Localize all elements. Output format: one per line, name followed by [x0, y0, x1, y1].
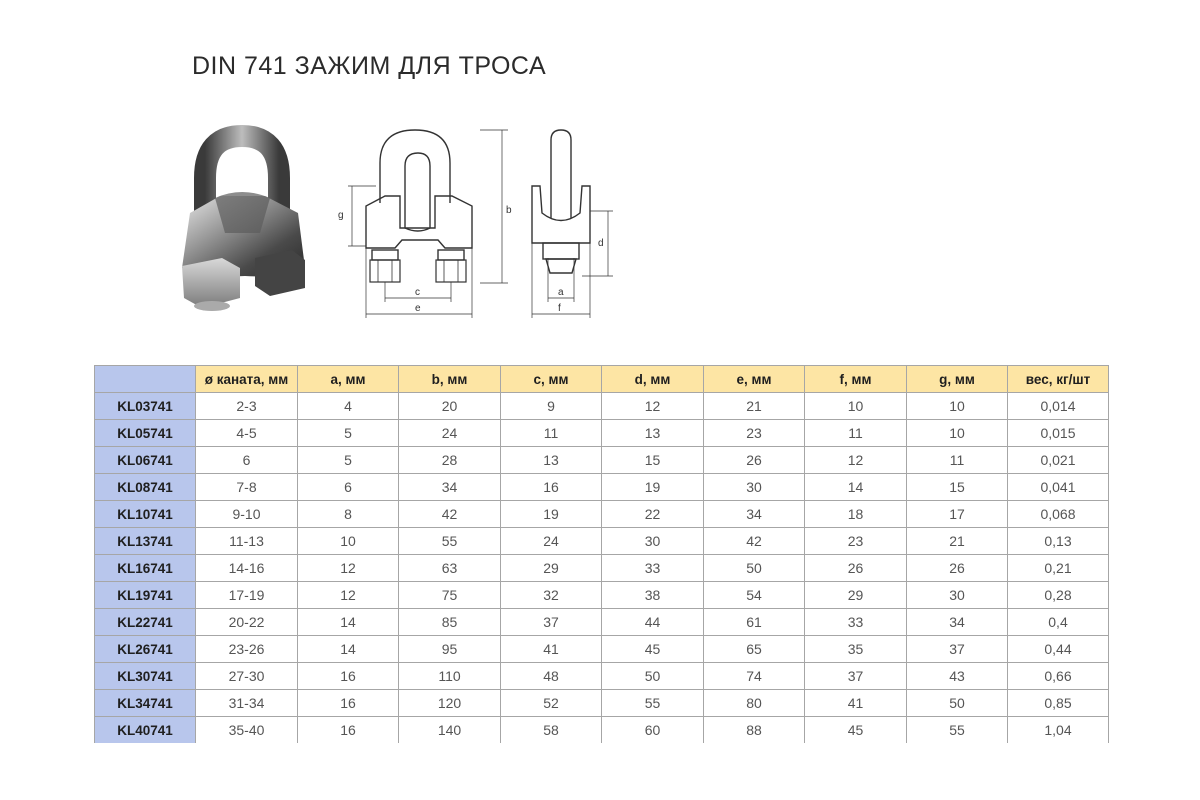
column-header: g, мм: [907, 366, 1008, 393]
table-cell: 140: [399, 717, 501, 744]
table-cell: 23-26: [196, 636, 298, 663]
table-cell: 0,4: [1008, 609, 1109, 636]
side-view-drawing: [518, 118, 618, 323]
table-cell: 58: [501, 717, 602, 744]
table-cell: 1,04: [1008, 717, 1109, 744]
table-cell: 2-3: [196, 393, 298, 420]
table-row: [95, 447, 1109, 474]
table-cell: 0,44: [1008, 636, 1109, 663]
table-cell: 34: [399, 474, 501, 501]
table-cell: 9: [501, 393, 602, 420]
table-cell: 24: [399, 420, 501, 447]
table-cell: 10: [805, 393, 907, 420]
table-cell: 10: [907, 420, 1008, 447]
table-cell: 14-16: [196, 555, 298, 582]
table-cell: 12: [805, 447, 907, 474]
table-cell: 13: [602, 420, 704, 447]
table-cell: 74: [704, 663, 805, 690]
table-cell: 29: [805, 582, 907, 609]
table-row: [95, 663, 1109, 690]
table-cell: 14: [298, 609, 399, 636]
table-cell: 16: [298, 663, 399, 690]
table-cell: 21: [704, 393, 805, 420]
table-cell: 27-30: [196, 663, 298, 690]
column-header: b, мм: [399, 366, 501, 393]
table-cell: 22: [602, 501, 704, 528]
article-code: KL05741: [95, 420, 196, 447]
table-cell: 42: [399, 501, 501, 528]
table-cell: 9-10: [196, 501, 298, 528]
table-cell: 110: [399, 663, 501, 690]
table-cell: 55: [907, 717, 1008, 744]
dim-label-f: f: [558, 303, 561, 314]
article-code: KL06741: [95, 447, 196, 474]
table-row: [95, 420, 1109, 447]
article-code: KL19741: [95, 582, 196, 609]
article-code: KL08741: [95, 474, 196, 501]
table-cell: 20: [399, 393, 501, 420]
table-cell: 13: [501, 447, 602, 474]
table-cell: 6: [196, 447, 298, 474]
page-title: DIN 741 ЗАЖИМ ДЛЯ ТРОСА: [192, 52, 547, 80]
article-code: KL13741: [95, 528, 196, 555]
table-cell: 18: [805, 501, 907, 528]
table-cell: 41: [501, 636, 602, 663]
column-header: a, мм: [298, 366, 399, 393]
table-cell: 63: [399, 555, 501, 582]
column-header: c, мм: [501, 366, 602, 393]
table-cell: 0,068: [1008, 501, 1109, 528]
table-cell: 34: [704, 501, 805, 528]
dim-label-d: d: [598, 238, 604, 249]
table-row: [95, 528, 1109, 555]
table-cell: 50: [602, 663, 704, 690]
table-cell: 30: [704, 474, 805, 501]
column-header: f, мм: [805, 366, 907, 393]
front-view-drawing: [330, 118, 515, 323]
table-cell: 48: [501, 663, 602, 690]
table-cell: 8: [298, 501, 399, 528]
table-cell: 12: [298, 582, 399, 609]
article-code: KL16741: [95, 555, 196, 582]
table-cell: 32: [501, 582, 602, 609]
table-cell: 11: [907, 447, 1008, 474]
table-cell: 10: [298, 528, 399, 555]
column-header: d, мм: [602, 366, 704, 393]
table-cell: 34: [907, 609, 1008, 636]
table-cell: 55: [399, 528, 501, 555]
table-cell: 37: [907, 636, 1008, 663]
table-row: [95, 636, 1109, 663]
table-row: [95, 609, 1109, 636]
dim-label-a: a: [558, 287, 564, 298]
table-cell: 43: [907, 663, 1008, 690]
column-header: вес, кг/шт: [1008, 366, 1109, 393]
table-cell: 28: [399, 447, 501, 474]
table-cell: 35: [805, 636, 907, 663]
table-row: [95, 555, 1109, 582]
table-cell: 50: [704, 555, 805, 582]
table-cell: 42: [704, 528, 805, 555]
table-cell: 10: [907, 393, 1008, 420]
table-cell: 7-8: [196, 474, 298, 501]
table-row: [95, 501, 1109, 528]
table-cell: 16: [501, 474, 602, 501]
table-cell: 4: [298, 393, 399, 420]
article-code: KL30741: [95, 663, 196, 690]
table-cell: 37: [501, 609, 602, 636]
table-cell: 5: [298, 447, 399, 474]
dim-label-c: c: [415, 287, 420, 298]
table-cell: 120: [399, 690, 501, 717]
table-row: [95, 582, 1109, 609]
table-cell: 19: [501, 501, 602, 528]
table-cell: 15: [602, 447, 704, 474]
table-cell: 38: [602, 582, 704, 609]
table-cell: 52: [501, 690, 602, 717]
table-cell: 11: [501, 420, 602, 447]
table-cell: 23: [704, 420, 805, 447]
table-cell: 14: [805, 474, 907, 501]
table-cell: 12: [602, 393, 704, 420]
table-cell: 55: [602, 690, 704, 717]
table-cell: 6: [298, 474, 399, 501]
table-cell: 17-19: [196, 582, 298, 609]
table-cell: 45: [602, 636, 704, 663]
table-cell: 17: [907, 501, 1008, 528]
table-cell: 95: [399, 636, 501, 663]
table-cell: 23: [805, 528, 907, 555]
table-cell: 0,66: [1008, 663, 1109, 690]
table-cell: 31-34: [196, 690, 298, 717]
table-cell: 12: [298, 555, 399, 582]
table-cell: 61: [704, 609, 805, 636]
column-header: ø каната, мм: [196, 366, 298, 393]
table-cell: 16: [298, 717, 399, 744]
table-cell: 26: [805, 555, 907, 582]
table-cell: 21: [907, 528, 1008, 555]
dim-label-e: e: [415, 303, 421, 314]
table-header-row: [95, 366, 1109, 393]
article-code: KL03741: [95, 393, 196, 420]
table-cell: 29: [501, 555, 602, 582]
spec-table: [94, 365, 1109, 743]
table-cell: 5: [298, 420, 399, 447]
table-cell: 16: [298, 690, 399, 717]
table-cell: 0,28: [1008, 582, 1109, 609]
table-cell: 88: [704, 717, 805, 744]
table-cell: 85: [399, 609, 501, 636]
table-cell: 44: [602, 609, 704, 636]
table-cell: 33: [602, 555, 704, 582]
wire-rope-clip-photo: [160, 118, 325, 318]
article-code: KL34741: [95, 690, 196, 717]
table-cell: 0,21: [1008, 555, 1109, 582]
article-code: KL22741: [95, 609, 196, 636]
table-cell: 11: [805, 420, 907, 447]
table-cell: 15: [907, 474, 1008, 501]
article-code: KL10741: [95, 501, 196, 528]
table-cell: 26: [704, 447, 805, 474]
table-cell: 35-40: [196, 717, 298, 744]
article-code: KL26741: [95, 636, 196, 663]
dim-label-g: g: [338, 210, 344, 221]
dim-label-b: b: [506, 205, 512, 216]
table-row: [95, 690, 1109, 717]
table-cell: 0,85: [1008, 690, 1109, 717]
table-cell: 41: [805, 690, 907, 717]
table-cell: 26: [907, 555, 1008, 582]
table-cell: 30: [602, 528, 704, 555]
column-header: e, мм: [704, 366, 805, 393]
table-cell: 65: [704, 636, 805, 663]
table-cell: 75: [399, 582, 501, 609]
table-cell: 0,021: [1008, 447, 1109, 474]
table-cell: 54: [704, 582, 805, 609]
table-cell: 14: [298, 636, 399, 663]
article-code: KL40741: [95, 717, 196, 744]
table-cell: 19: [602, 474, 704, 501]
table-cell: 80: [704, 690, 805, 717]
table-cell: 30: [907, 582, 1008, 609]
table-cell: 33: [805, 609, 907, 636]
table-row: [95, 393, 1109, 420]
table-cell: 0,13: [1008, 528, 1109, 555]
table-cell: 0,014: [1008, 393, 1109, 420]
table-cell: 60: [602, 717, 704, 744]
table-row: [95, 717, 1109, 744]
table-cell: 4-5: [196, 420, 298, 447]
table-cell: 37: [805, 663, 907, 690]
table-row: [95, 474, 1109, 501]
table-corner-cell: [95, 366, 196, 393]
table-cell: 20-22: [196, 609, 298, 636]
table-cell: 11-13: [196, 528, 298, 555]
table-cell: 45: [805, 717, 907, 744]
table-cell: 0,041: [1008, 474, 1109, 501]
table-cell: 0,015: [1008, 420, 1109, 447]
table-cell: 24: [501, 528, 602, 555]
table-cell: 50: [907, 690, 1008, 717]
